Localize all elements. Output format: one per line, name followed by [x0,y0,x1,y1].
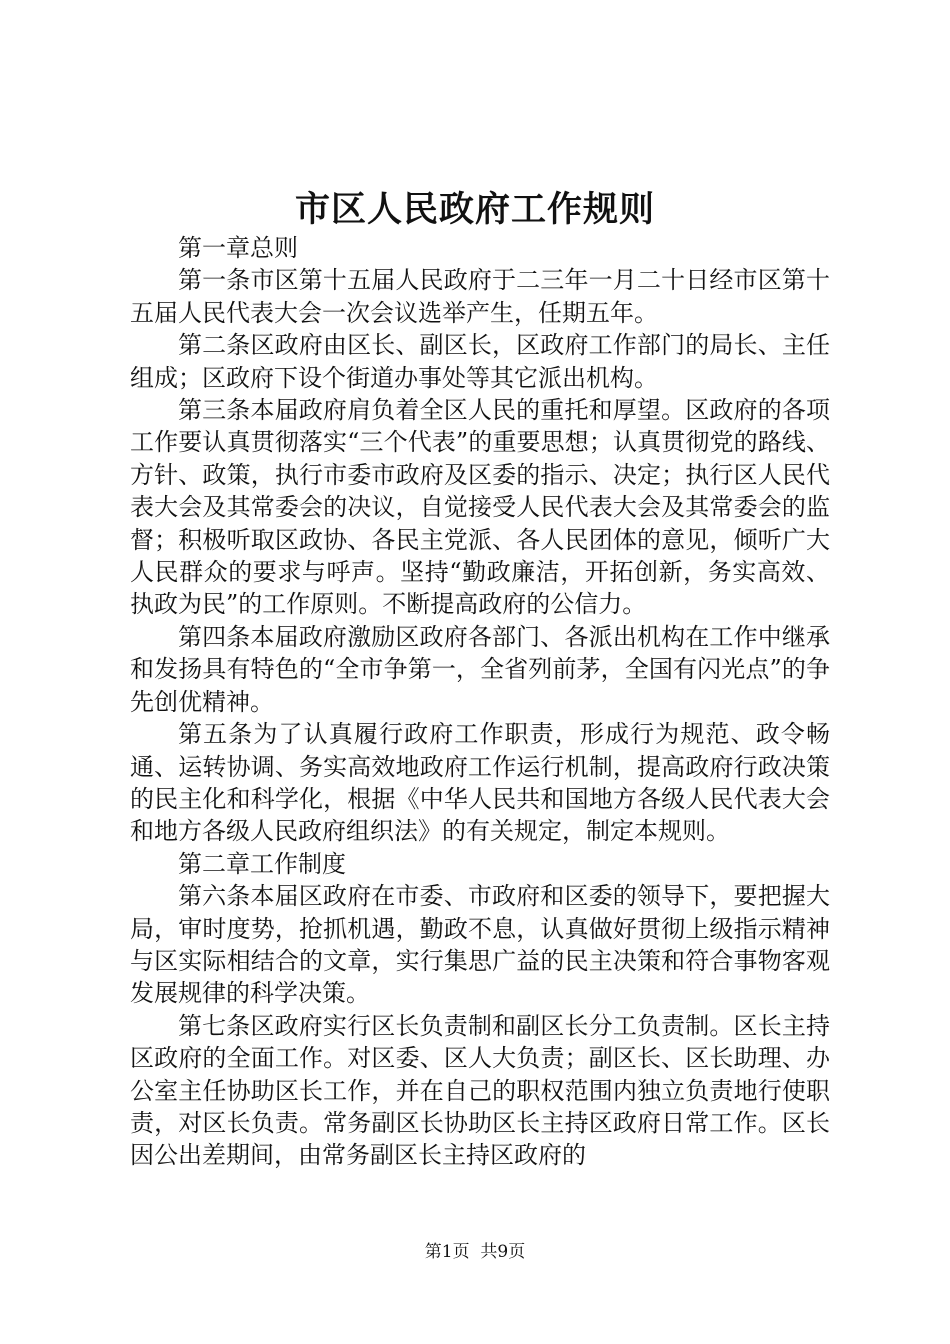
chapter-heading: 第二章工作制度 [178,849,346,878]
article-paragraph: 第四条本届政府激励区政府各部门、各派出机构在工作中继承和发扬具有特色的“全市争第一，全省列前茅，全国有闪光点”的争先创优精神。 [130,622,830,716]
chapter-heading: 第一章总则 [178,234,298,262]
article-paragraph: 第七条区政府实行区长负责制和副区长分工负责制。区长主持区政府的全面工作。对区委、区人大负责；副区长、区长助理、办公室主任协助区长工作，并在自己的职权范围内独立负责地行使职责，对区长负责。常务副区长协助区长主持区政府日常工作。区长因公出差期间，由常务副区长主持区政府的 [130,1011,830,1170]
document-body [130,232,830,1172]
article-paragraph: 第二条区政府由区长、副区长，区政府工作部门的局长、主任组成；区政府下设个街道办事处等其它派出机构。 [130,331,830,392]
page-total: 共9页 [480,1242,526,1262]
page-number: 第1页 [424,1242,470,1262]
article-paragraph: 第六条本届区政府在市委、市政府和区委的领导下，要把握大局，审时度势，抢抓机遇，勤政不息，认真做好贯彻上级指示精神与区实际相结合的文章，实行集思广益的民主决策和符合事物客观发展规律的科学决策。 [130,882,830,1008]
page-footer [0,1240,950,1264]
article-paragraph: 第一条市区第十五届人民政府于二三年一月二十日经市区第十五届人民代表大会一次会议选举产生，任期五年。 [130,266,830,327]
article-paragraph: 第五条为了认真履行政府工作职责，形成行为规范、政令畅通、运转协调、务实高效地政府工作运行机制，提高政府行政决策的民主化和科学化，根据《中华人民共和国地方各级人民代表大会和地方各级人民政府组织法》的有关规定，制定本规则。 [130,720,830,846]
document-title: 市区人民政府工作规则 [294,189,655,230]
article-paragraph: 第三条本届政府肩负着全区人民的重托和厚望。区政府的各项工作要认真贯彻落实“三个代表”的重要思想；认真贯彻党的路线、方针、政策，执行市委市政府及区委的指示、决定；执行区人民代表大会及其常委会的决议，自觉接受人民代表大会及其常委会的监督；积极听取区政协、各民主党派、各人民团体的意见，倾听广大人民群众的要求与呼声。坚持“勤政廉洁，开拓创新，务实高效、执政为民”的工作原则。不断提高政府的公信力。 [130,396,830,619]
